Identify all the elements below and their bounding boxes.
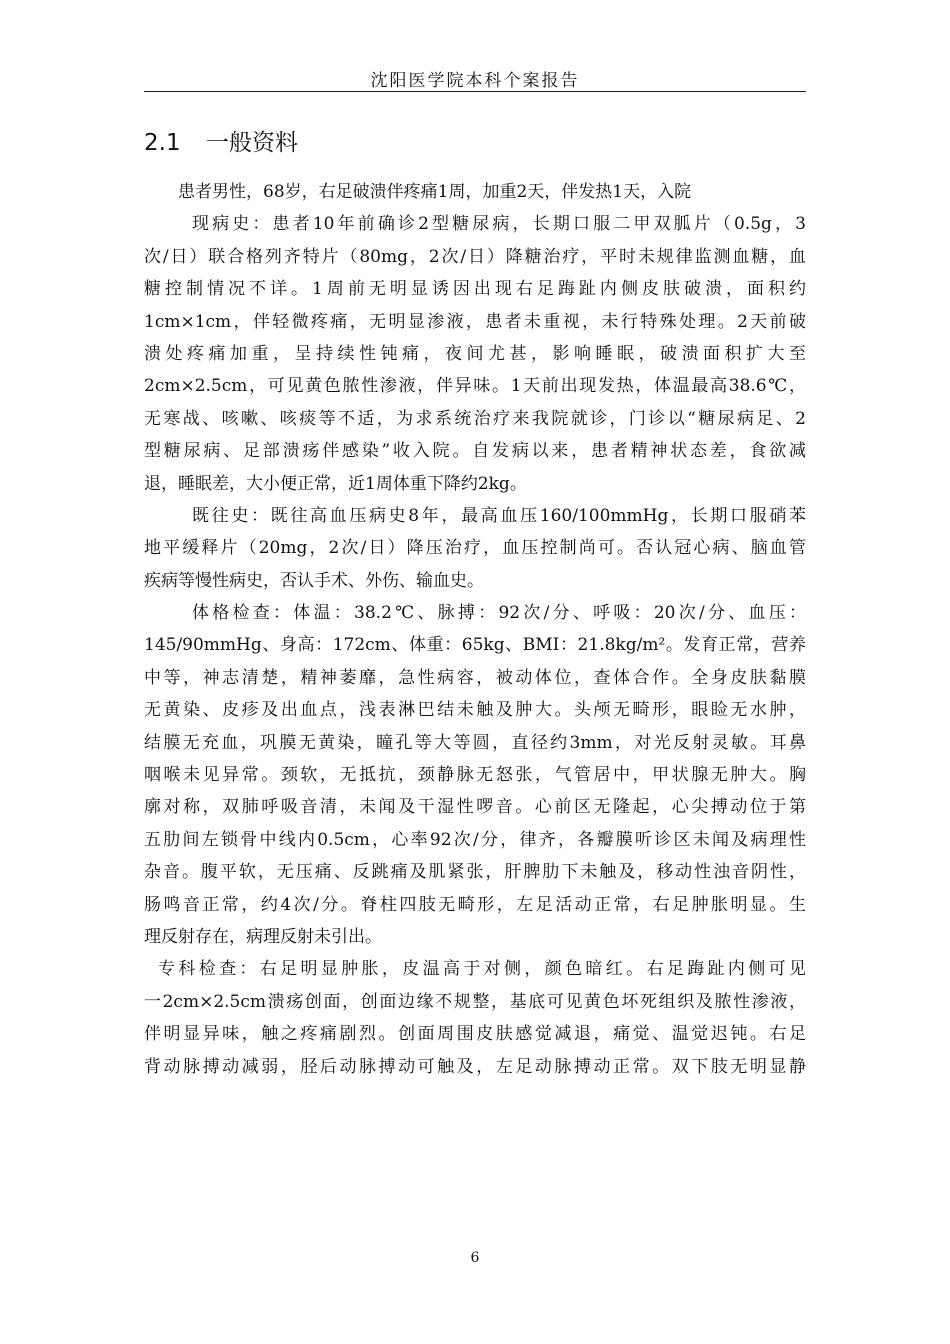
text-line: 145/90mmHg、身高：172cm、体重：65kg、BMI：21.8kg/m²。发育正常，营养 [144, 635, 806, 656]
text-line: 既往史：既往高血压病史8年，最高血压160/100mmHg，长期口服硝苯 [192, 505, 806, 526]
text-line: 背动脉搏动减弱，胫后动脉搏动可触及，左足动脉搏动正常。双下肢无明显静 [144, 1056, 806, 1077]
text-line: 一2cm×2.5cm溃疡创面，创面边缘不规整，基底可见黄色坏死组织及脓性渗液， [144, 991, 806, 1012]
text-line: 型糖尿病、足部溃疡伴感染”收入院。自发病以来，患者精神状态差，食欲减 [144, 441, 806, 462]
text-line: 肠鸣音正常，约4次/分。脊柱四肢无畸形，左足活动正常，右足肿胀明显。生 [144, 894, 806, 915]
text-line: 理反射存在，病理反射未引出。 [144, 926, 382, 947]
text-line: 专科检查：右足明显肿胀，皮温高于对侧，颜色暗红。右足踇趾内侧可见 [158, 959, 806, 980]
text-line: 廓对称，双肺呼吸音清，未闻及干湿性啰音。心前区无隆起，心尖搏动位于第 [144, 797, 806, 818]
text-line: 中等，神志清楚，精神萎靡，急性病容，被动体位，查体合作。全身皮肤黏膜 [144, 667, 806, 688]
section-number: 2.1 [144, 130, 181, 156]
text-line: 杂音。腹平软，无压痛、反跳痛及肌紧张，肝脾肋下未触及，移动性浊音阴性， [144, 862, 806, 883]
text-line: 无寒战、咳嗽、咳痰等不适，为求系统治疗来我院就诊，门诊以“糖尿病足、2 [144, 408, 806, 429]
text-line: 咽喉未见异常。颈软，无抵抗，颈静脉无怒张，气管居中，甲状腺无肿大。胸 [144, 765, 806, 786]
text-line: 无黄染、皮疹及出血点，浅表淋巴结未触及肿大。头颅无畸形，眼睑无水肿， [144, 700, 806, 721]
text-line: 1cm×1cm，伴轻微疼痛，无明显渗液，患者未重视，未行特殊处理。2天前破 [144, 311, 806, 332]
text-line: 五肋间左锁骨中线内0.5cm，心率92次/分，律齐，各瓣膜听诊区未闻及病理性 [144, 829, 806, 850]
text-line: 地平缓释片（20mg，2次/日）降压治疗，血压控制尚可。否认冠心病、脑血管 [144, 538, 806, 559]
text-line: 疾病等慢性病史，否认手术、外伤、输血史。 [144, 570, 484, 591]
page-number: 6 [470, 1250, 480, 1266]
text-line: 次/日）联合格列齐特片（80mg，2次/日）降糖治疗，平时未规律监测血糖，血 [144, 246, 806, 267]
text-line: 现病史：患者10年前确诊2型糖尿病，长期口服二甲双胍片（0.5g，3 [192, 214, 806, 235]
body-text [144, 176, 806, 1083]
text-line: 2cm×2.5cm，可见黄色脓性渗液，伴异味。1天前出现发热，体温最高38.6℃， [144, 376, 806, 397]
text-line: 体格检查：体温：38.2℃、脉搏：92次/分、呼吸：20次/分、血压： [192, 603, 806, 624]
text-line: 结膜无充血，巩膜无黄染，瞳孔等大等圆，直径约3mm，对光反射灵敏。耳鼻 [144, 732, 806, 753]
text-line: 溃处疼痛加重，呈持续性钝痛，夜间尤甚，影响睡眠，破溃面积扩大至 [144, 343, 806, 364]
header-divider [144, 91, 806, 92]
text-line: 伴明显异味，触之疼痛剧烈。创面周围皮肤感觉减退，痛觉、温觉迟钝。右足 [144, 1024, 806, 1045]
section-title: 一般资料 [206, 130, 298, 156]
text-line: 患者男性，68岁，右足破溃伴疼痛1周，加重2天，伴发热1天，入院 [178, 182, 692, 202]
section-heading [144, 124, 298, 157]
text-line: 糖控制情况不详。1周前无明显诱因出现右足踇趾内侧皮肤破溃，面积约 [144, 279, 806, 300]
page-header-title: 沈阳医学院本科个案报告 [370, 71, 580, 91]
text-line: 退，睡眠差，大小便正常，近1周体重下降约2kg。 [144, 473, 527, 494]
